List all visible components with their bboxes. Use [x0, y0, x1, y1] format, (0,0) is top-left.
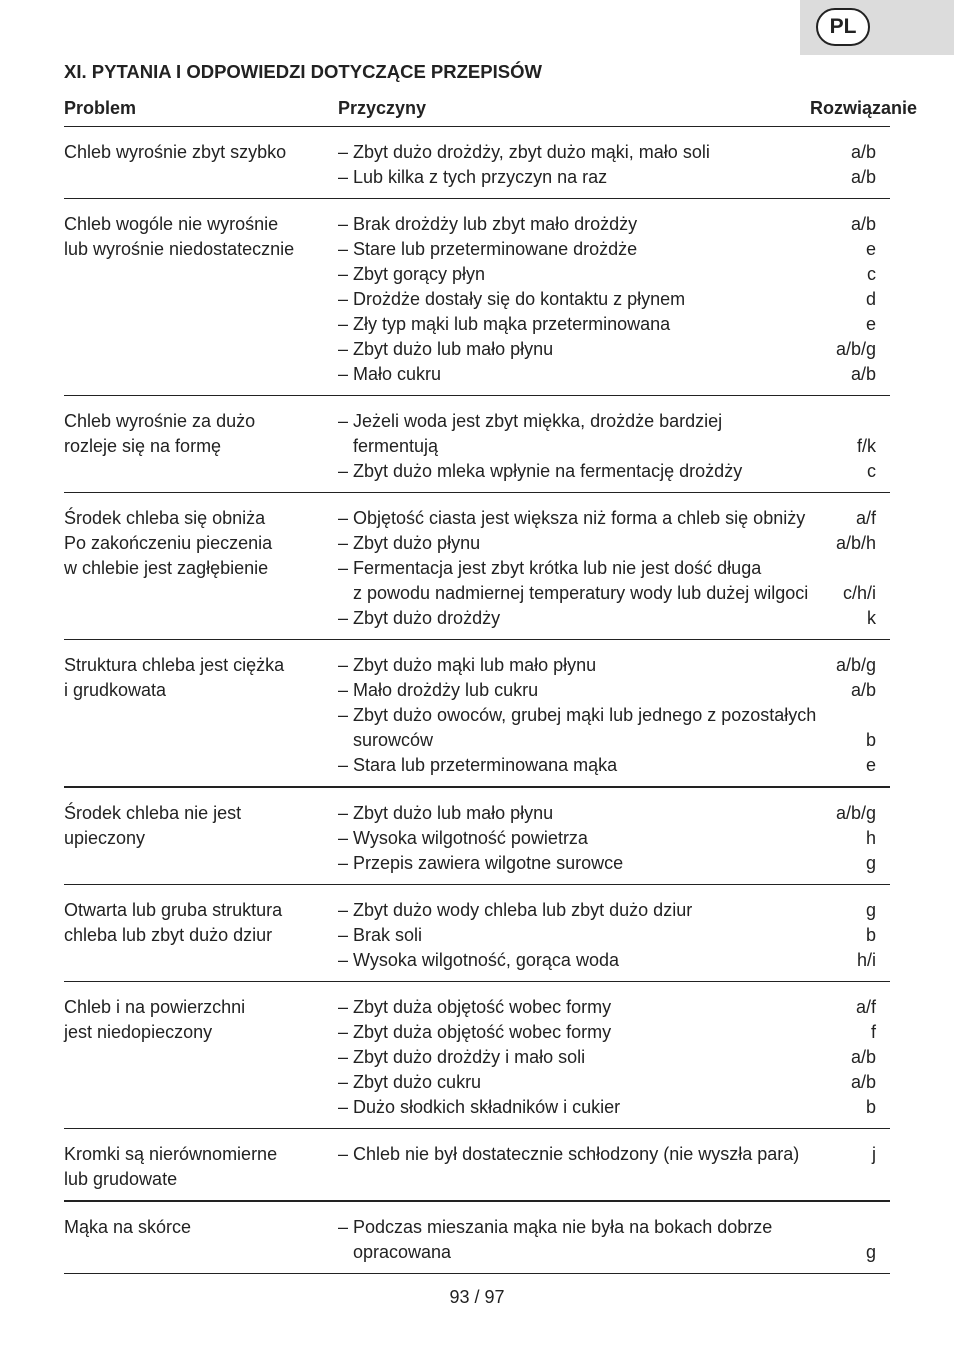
cause-line: [338, 753, 890, 778]
solution-code: b: [865, 925, 876, 945]
cause-line: [338, 1070, 890, 1095]
problem-text: Chleb wyrośnie zbyt szybko: [64, 142, 287, 162]
cause-line: [338, 506, 890, 531]
causes-cell: [338, 212, 890, 387]
cause-line: [338, 653, 890, 678]
page-number: 93 / 97: [449, 1287, 505, 1307]
cause-text: – Zbyt dużo wody chleba lub zbyt dużo dziur: [338, 900, 693, 920]
cause-text: – Zły typ mąki lub mąka przeterminowana: [338, 314, 671, 334]
solution-code: a/b/h: [835, 533, 876, 553]
problem-text: Mąka na skórce: [64, 1217, 192, 1237]
problem-text: Chleb wyrośnie za dużo: [64, 411, 256, 431]
solution-code: g: [865, 853, 876, 873]
solution-code: [820, 556, 890, 581]
causes-cell: [338, 653, 890, 778]
table-row: [64, 640, 890, 788]
cause-text: – Stare lub przeterminowane drożdże: [338, 239, 638, 259]
solution-code: g: [865, 1242, 876, 1262]
cause-text: – Wysoka wilgotność powietrza: [338, 828, 588, 848]
problem-cell: [64, 212, 338, 387]
cause-text: – Zbyt dużo drożdży: [338, 608, 501, 628]
solution-code: f/k: [856, 436, 876, 456]
solution-code: k: [867, 608, 876, 628]
causes-cell: [338, 1142, 890, 1192]
problem-text: i grudkowata: [64, 680, 167, 700]
problem-text: Środek chleba nie jest: [64, 803, 242, 823]
problem-cell: [64, 995, 338, 1120]
cause-line: [338, 801, 890, 826]
cause-line: [338, 898, 890, 923]
cause-text: – Chleb nie był dostatecznie schłodzony (nie wyszła para): [338, 1144, 800, 1164]
solution-code: a/b/g: [835, 655, 876, 675]
cause-text: – Zbyt dużo mąki lub mało płynu: [338, 655, 597, 675]
cause-text: – Zbyt dużo mleka wpłynie na fermentację drożdży: [338, 461, 743, 481]
problem-text: Struktura chleba jest ciężka: [64, 655, 285, 675]
problem-text: Środek chleba się obniża: [64, 508, 266, 528]
cause-line: [338, 531, 890, 556]
solution-code: f: [870, 1022, 876, 1042]
problem-cell: [64, 506, 338, 631]
table-row: [64, 885, 890, 982]
problem-cell: [64, 409, 338, 484]
solution-code: b: [865, 1097, 876, 1117]
cause-text: – Fermentacja jest zbyt krótka lub nie jest dość długa: [338, 558, 762, 578]
table-row: [64, 199, 890, 396]
cause-line: [338, 1142, 890, 1167]
problem-cell: [64, 140, 338, 190]
problem-text: Po zakończeniu pieczenia: [64, 533, 273, 553]
problem-text: upieczony: [64, 828, 146, 848]
solution-code: a/f: [855, 997, 876, 1017]
cause-line: [338, 337, 890, 362]
solution-code: c/h/i: [842, 583, 876, 603]
cause-text: – Stara lub przeterminowana mąka: [338, 755, 618, 775]
problem-text: chleba lub zbyt dużo dziur: [64, 925, 273, 945]
cause-text: – Zbyt dużo płynu: [338, 533, 481, 553]
cause-line: [338, 459, 890, 484]
solution-code: c: [867, 461, 876, 481]
cause-line: [338, 165, 890, 190]
cause-text: z powodu nadmiernej temperatury wody lub dużej wilgoci: [353, 583, 809, 603]
cause-line: [338, 851, 890, 876]
language-badge: PL: [816, 8, 870, 46]
problem-text: w chlebie jest zagłębienie: [64, 558, 269, 578]
solution-code: a/b/g: [835, 339, 876, 359]
causes-cell: [338, 1215, 890, 1265]
cause-line: [338, 140, 890, 165]
causes-cell: [338, 898, 890, 973]
problem-text: Kromki są nierównomierne: [64, 1144, 278, 1164]
solution-code: e: [865, 314, 876, 334]
table-header: [64, 96, 918, 127]
language-tab: [800, 0, 954, 55]
cause-line: [338, 703, 890, 728]
causes-cell: [338, 995, 890, 1120]
cause-text: – Dużo słodkich składników i cukier: [338, 1097, 621, 1117]
cause-text: – Zbyt dużo lub mało płynu: [338, 339, 554, 359]
cause-line: [338, 212, 890, 237]
solution-code: [820, 1215, 890, 1240]
solution-code: [820, 409, 890, 434]
solution-code: h: [865, 828, 876, 848]
cause-line: [338, 287, 890, 312]
cause-line: [338, 728, 890, 753]
section-title: XI. PYTANIA I ODPOWIEDZI DOTYCZĄCE PRZEPISÓW: [64, 61, 542, 82]
cause-line: [338, 1020, 890, 1045]
solution-code: a/b: [850, 214, 876, 234]
cause-line: [338, 995, 890, 1020]
cause-text: fermentują: [353, 436, 439, 456]
solution-code: e: [865, 755, 876, 775]
cause-line: [338, 409, 890, 434]
table-row: [64, 1129, 890, 1202]
solution-code: e: [865, 239, 876, 259]
problem-text: rozleje się na formę: [64, 436, 222, 456]
cause-text: – Zbyt duża objętość wobec formy: [338, 997, 612, 1017]
solution-code: c: [867, 264, 876, 284]
problem-text: lub grudowate: [64, 1169, 178, 1189]
problem-text: Chleb i na powierzchni: [64, 997, 246, 1017]
solution-code: a/b: [850, 680, 876, 700]
cause-line: [338, 678, 890, 703]
problem-cell: [64, 1142, 338, 1192]
table-body: [64, 127, 890, 1274]
cause-line: [338, 237, 890, 262]
solution-code: g: [865, 900, 876, 920]
cause-line: [338, 312, 890, 337]
header-solution: Rozwiązanie: [810, 98, 918, 118]
solution-code: a/b: [850, 167, 876, 187]
table-row: [64, 396, 890, 493]
solution-code: b: [865, 730, 876, 750]
cause-text: – Zbyt dużo drożdży, zbyt dużo mąki, mało soli: [338, 142, 710, 162]
cause-line: [338, 262, 890, 287]
cause-line: [338, 948, 890, 973]
solution-code: a/b: [850, 142, 876, 162]
header-problem: Problem: [64, 98, 137, 118]
problem-cell: [64, 653, 338, 778]
cause-line: [338, 923, 890, 948]
causes-cell: [338, 801, 890, 876]
cause-text: – Zbyt dużo cukru: [338, 1072, 482, 1092]
cause-line: [338, 1215, 890, 1240]
cause-line: [338, 1095, 890, 1120]
cause-text: surowców: [353, 730, 434, 750]
cause-text: – Zbyt duża objętość wobec formy: [338, 1022, 612, 1042]
cause-line: [338, 556, 890, 581]
cause-text: – Podczas mieszania mąka nie była na bokach dobrze: [338, 1217, 773, 1237]
cause-text: – Mało drożdży lub cukru: [338, 680, 539, 700]
cause-text: – Brak drożdży lub zbyt mało drożdży: [338, 214, 638, 234]
solution-code: a/f: [855, 508, 876, 528]
cause-line: [338, 362, 890, 387]
problem-text: lub wyrośnie niedostatecznie: [64, 239, 295, 259]
solution-code: j: [872, 1144, 876, 1164]
problem-cell: [64, 1215, 338, 1265]
solution-code: a/b: [850, 1047, 876, 1067]
solution-code: d: [865, 289, 876, 309]
cause-text: – Wysoka wilgotność, gorąca woda: [338, 950, 619, 970]
cause-line: [338, 1045, 890, 1070]
cause-text: – Lub kilka z tych przyczyn na raz: [338, 167, 608, 187]
solution-code: h/i: [856, 950, 876, 970]
table-row: [64, 127, 890, 199]
problem-text: jest niedopieczony: [64, 1022, 213, 1042]
cause-text: – Zbyt dużo lub mało płynu: [338, 803, 554, 823]
cause-line: [338, 606, 890, 631]
table-row: [64, 788, 890, 885]
cause-text: – Zbyt gorący płyn: [338, 264, 486, 284]
cause-text: – Drożdże dostały się do kontaktu z płynem: [338, 289, 686, 309]
table-row: [64, 493, 890, 640]
cause-line: [338, 581, 890, 606]
cause-text: – Zbyt dużo drożdży i mało soli: [338, 1047, 586, 1067]
causes-cell: [338, 140, 890, 190]
cause-text: – Przepis zawiera wilgotne surowce: [338, 853, 624, 873]
problem-cell: [64, 898, 338, 973]
solution-code: a/b: [850, 364, 876, 384]
cause-text: – Jeżeli woda jest zbyt miękka, drożdże bardziej: [338, 411, 723, 431]
problem-text: Otwarta lub gruba struktura: [64, 900, 283, 920]
problem-text: Chleb wogóle nie wyrośnie: [64, 214, 279, 234]
solution-code: a/b: [850, 1072, 876, 1092]
causes-cell: [338, 409, 890, 484]
cause-text: – Mało cukru: [338, 364, 442, 384]
cause-line: [338, 826, 890, 851]
header-cause: Przyczyny: [338, 98, 427, 118]
cause-text: – Brak soli: [338, 925, 423, 945]
table-row: [64, 1202, 890, 1274]
solution-code: [820, 703, 890, 728]
cause-text: – Zbyt dużo owoców, grubej mąki lub jednego z pozostałych: [338, 705, 817, 725]
cause-line: [338, 434, 890, 459]
troubleshooting-table: [64, 96, 918, 1274]
cause-line: [338, 1240, 890, 1265]
problem-cell: [64, 801, 338, 876]
causes-cell: [338, 506, 890, 631]
cause-text: opracowana: [353, 1242, 452, 1262]
solution-code: a/b/g: [835, 803, 876, 823]
cause-text: – Objętość ciasta jest większa niż forma a chleb się obniży: [338, 508, 806, 528]
table-row: [64, 982, 890, 1129]
